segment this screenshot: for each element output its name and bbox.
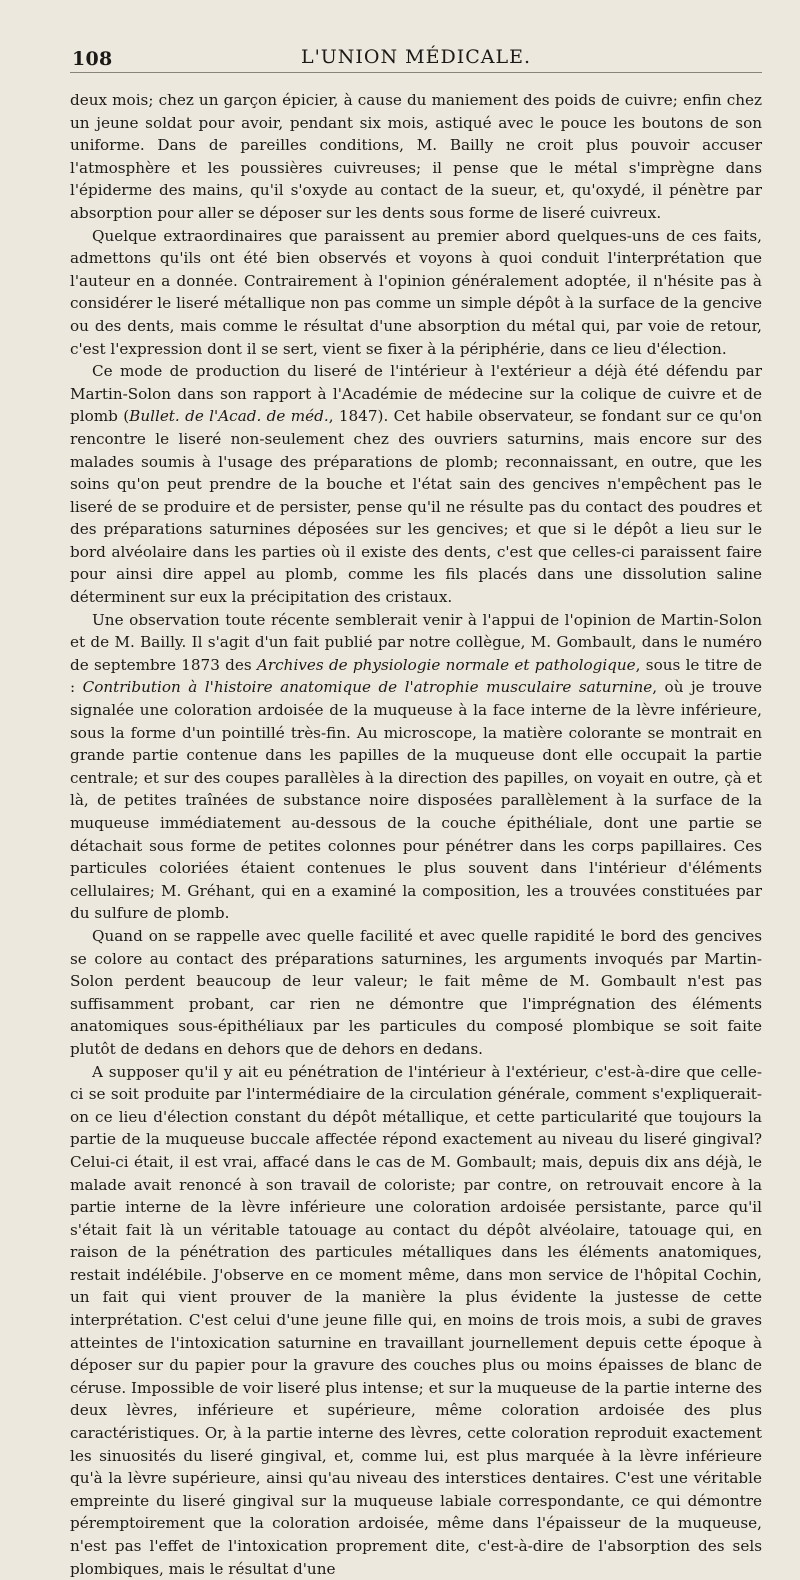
paragraph: A supposer qu'il y ait eu pénétration de l'intérieur à l'extérieur, c'est-à-dire que celle-ci se soit produite par l'intermédiaire de la circulation générale, comment s'expliquerait-on ce lieu d'élection constant du dépôt métallique, et cette particularité que toujours la partie de la muqueuse buccale affectée répond exactement au niveau du liseré gingival? Celui-ci était, il est vrai, affacé dans le cas de M. Gombault; mais, depuis dix ans déjà, le malade avait renoncé à son travail de coloriste; par contre, on retrouvait encore à la partie interne de la lèvre inférieure une coloration ardoisée persistante, parce qu'il s'était fait là un véritable tatouage au contact du dépôt alvéolaire, tatouage qui, en raison de la pénétration des particules métalliques dans les éléments anatomiques, restait indélébile. J'observe en ce moment même, dans mon service de l'hôpital Cochin, un fait qui vient prouver de la manière la plus évidente la justesse de cette interprétation. C'est celui d'une jeune fille qui, en moins de trois mois, a subi de graves atteintes de l'intoxication saturnine en travaillant journellement depuis cette époque à déposer sur du papier pour la gravure des couches plus ou moins épaisses de blanc de céruse. Impossible de voir liseré plus intense; et sur la muqueuse de la partie interne des deux lèvres, inférieure et supérieure, même coloration ardoisée des plus caractéristiques. Or, à la partie interne des lèvres, cette coloration reproduit exactement les sinuosités du liseré gingival, et, comme lui, est plus marquée à la lèvre inférieure qu'à la lèvre supérieure, ainsi qu'au niveau des interstices dentaires. C'est une véritable empreinte du liseré gingival sur la muqueuse labiale correspondante, ce qui démontre péremptoirement que la coloration ardoisée, même dans l'épaisseur de la muqueuse, n'est pas l'effet de l'intoxication proprement dite, c'est-à-dire de l'absorption des sels plombiques, mais le résultat d'une	[70, 1062, 762, 1578]
text-run: , où je trouve signalée une coloration ardoisée de la muqueuse à la face interne de la lèvre inférieure, sous la forme d'un pointillé très-fin. Au microscope, la matière colorante se montrait en grande partie contenue dans les papilles de la muqueuse dont elle occupait la partie centrale; et sur des coupes parallèles à la direction des papilles, on voyait en outre, çà et là, de petites traînées de substance noire disposées parallèlement à la surface de la muqueuse immédiatement au-dessous de la couche épithéliale, dont une partie se détachait sous forme de petites colonnes pour pénétrer dans les corps papillaires. Ces particules coloriées étaient contenues le plus souvent dans l'intérieur d'éléments cellulaires; M. Gréhant, qui en a examiné la composition, les a trouvées constituées par du sulfure de plomb.	[70, 678, 763, 923]
citation-reference: Bullet. de l'Acad. de méd.	[129, 407, 329, 426]
page-number: 108	[72, 48, 113, 70]
text-run: Ce mode de production du liseré de l'intérieur à l'extérieur a déjà été défendu par Martin-Solon dans son rapport à l'Académie de médecine sur la colique de cuivre et de plomb (	[70, 362, 762, 426]
text-run: Une observation toute récente semblerait venir à l'appui de l'opinion de Martin-Solon et de M. Bailly. Il s'agit d'un fait publié par notre collègue, M. Gombault, dans le numéro de septembre 1873 des	[70, 610, 762, 674]
paragraph: Quand on se rappelle avec quelle facilité et avec quelle rapidité le bord des gencives se colore au contact des préparations saturnines, les arguments invoqués par Martin-Solon perdent beaucoup de leur valeur; le fait même de M. Gombault n'est pas suffisamment probant, car rien ne démontre que l'imprégnation des éléments anatomiques sous-épithéliaux par les particules du composé plombique se soit faite plutôt de dedans en dehors que de dehors en dedans.	[70, 926, 762, 1058]
page-header	[70, 42, 762, 73]
article-title: Contribution à l'histoire anatomique de l'atrophie musculaire saturnine	[82, 678, 653, 697]
running-title: L'UNION MÉDICALE.	[300, 46, 532, 68]
text-run: , sous le titre de :	[70, 655, 762, 697]
paragraph-continued: deux mois; chez un garçon épicier, à cause du maniement des poids de cuivre; enfin chez un jeune soldat pour avoir, pendant six mois, astiqué avec le pouce les boutons de son uniforme. Dans de pareilles conditions, M. Bailly ne croit plus pouvoir accuser l'atmosphère et les poussières cuivreuses; il pense que le métal s'imprègne dans l'épiderme des mains, qu'il s'oxyde au contact de la sueur, et, qu'oxydé, il pénètre par absorption pour aller se déposer sur les dents sous forme de liseré cuivreux.	[70, 91, 762, 222]
paragraph	[70, 360, 762, 609]
paragraph	[70, 609, 762, 925]
text-run: , 1847). Cet habile observateur, se fondant sur ce qu'on rencontre le liseré non-seulement chez des ouvriers saturnins, mais encore sur des malades soumis à l'usage des préparations de plomb; reconnaissant, en outre, que les soins qu'on peut prendre de la bouche et l'état sain des gencives n'empêchent pas le liseré de se produire et de persister, pense qu'il ne résulte pas du contact des poudres et des préparations saturnines déposées sur les gencives; et que si le dépôt a lieu sur le bord alvéolaire dans les parties où il existe des dents, c'est que celles-ci paraissent faire pour ainsi dire appel au plomb, comme les fils placés dans une dissolution saline déterminent sur eux la précipitation des cristaux.	[70, 407, 762, 607]
paragraph: Quelque extraordinaires que paraissent au premier abord quelques-uns de ces faits, admettons qu'ils ont été bien observés et voyons à quoi conduit l'interprétation que l'auteur en a donnée. Contrairement à l'opinion généralement adoptée, il n'hésite pas à considérer le liseré métallique non pas comme un simple dépôt à la surface de la gencive ou des dents, mais comme le résultat d'une absorption du métal qui, par voie de retour, c'est l'expression dont il se sert, vient se fixer à la périphérie, dans ce lieu d'élection.	[70, 226, 762, 358]
journal-title: Archives de physiologie normale et pathologique	[256, 655, 636, 674]
article-body	[70, 89, 762, 1580]
